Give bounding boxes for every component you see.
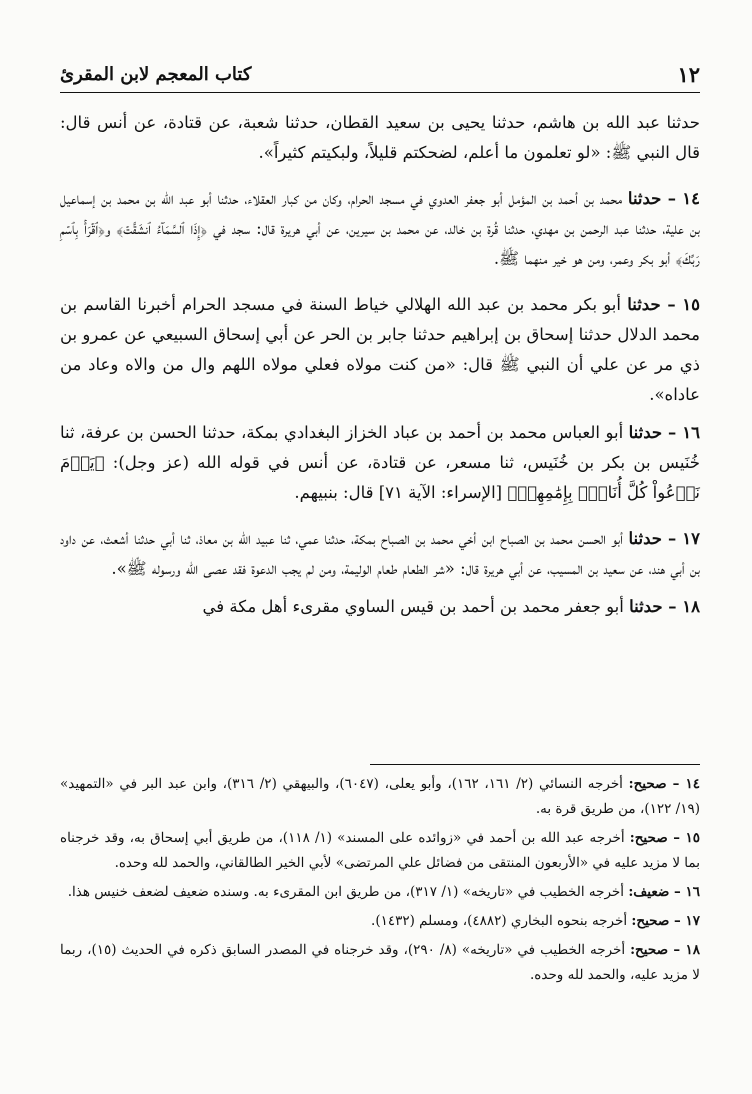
footnote-18 (60, 938, 700, 988)
hadith-18 (60, 592, 700, 622)
page-number: ١٢ (677, 62, 700, 87)
hadith-lead: ١٧ – حدثنا (628, 529, 700, 548)
footnote-text: أخرجه الخطيب في «تاريخه» (٨/ ٢٩٠)، وقد خرجناه في المصدر السابق ذكره في الحديث (١٥)، ربما لا مزيد عليه، والحمد لله وحده. (60, 942, 700, 983)
paragraph-continuation (60, 108, 700, 168)
main-text (60, 108, 700, 638)
footnote-text: أخرجه الخطيب في «تاريخه» (١/ ٣١٧)، من طريق ابن المقرىء به. وسنده ضعيف لضعف خنيس هذا. (67, 884, 629, 900)
hadith-17 (60, 524, 700, 584)
footnote-15 (60, 826, 700, 876)
footnote-grade: ١٨ – صحيح: (630, 942, 700, 958)
footnote-grade: ١٦ – ضعيف: (628, 884, 700, 900)
hadith-text: أبو بكر محمد بن عبد الله الهلالي خياط السنة في مسجد الحرام أخبرنا القاسم بن محمد الدلال حدثنا إسحاق بن إبراهيم حدثنا جابر بن الحر عن أبي إسحاق السبيعي عن عمرو بن ذي مر عن علي أن النبي ﷺ قال: «من كنت مولاه فعلي مولاه اللهم وال من والاه وعاد من عاداه». (60, 295, 700, 404)
hadith-lead: ١٤ – حدثنا (627, 189, 700, 208)
footnote-14 (60, 772, 700, 822)
hadith-14 (60, 184, 700, 274)
footnote-16 (60, 880, 700, 905)
footnote-text: أخرجه بنحوه البخاري (٤٨٨٢)، ومسلم (١٤٣٢). (371, 913, 632, 929)
hadith-16 (60, 418, 700, 508)
hadith-lead: ١٥ – حدثنا (627, 295, 701, 314)
footnote-grade: ١٤ – صحيح: (628, 776, 700, 792)
book-title: كتاب المعجم لابن المقرئ (60, 64, 252, 85)
footnote-17 (60, 909, 700, 934)
hadith-lead: ١٨ – حدثنا (629, 597, 700, 616)
hadith-text: أبو الحسن محمد بن الصباح ابن أخي محمد بن الصباح بمكة، حدثنا عمي، ثنا عبيد الله بن معاذ، ثنا أبي حدثنا أشعث، عن داود بن أبي هند، عن سعيد بن المسيب، عن أبي هريرة قال: «شر الطعام طعام الوليمة، ومن لم يجب الدعوة فقد عصى الله ورسوله ﷺ». (60, 529, 700, 578)
footnote-grade: ١٧ – صحيح: (631, 913, 700, 929)
footnote-text: أخرجه النسائي (٢/ ١٦١، ١٦٢)، وأبو يعلى، (٦٠٤٧)، والبيهقي (٢/ ٣١٦)، وابن عبد البر في «التمهيد» (١٩/ ١٢٢)، من طريق قرة به. (60, 776, 700, 817)
hadith-text: أبو جعفر محمد بن أحمد بن قيس الساوي مقرىء أهل مكة في (202, 597, 630, 616)
footnotes (60, 772, 700, 992)
hadith-text: محمد بن أحمد بن المؤمل أبو جعفر العدوي في مسجد الحرام، وكان من كبار العقلاء، حدثنا أبو عبد الله بن محمد بن إسماعيل بن علية، حدثنا عبد الرحمن بن مهدي، حدثنا قُرة بن خالد، عن محمد بن سيرين، عن أبي هريرة قال: سجد في ﴿إِذَا ٱلسَّمَآءُ ٱنشَقَّتۡ﴾ و﴿ٱقۡرَأۡ بِٱسۡمِ رَبِّكَ﴾ أبو بكر وعمر، ومن هو خير منهما ﷺ. (60, 189, 700, 268)
hadith-15 (60, 290, 700, 410)
running-header (60, 62, 700, 93)
footnote-text: أخرجه عبد الله بن أحمد في «زوائده على المسند» (١/ ١١٨)، من طريق أبي إسحاق به، وقد خرجناه بما لا مزيد عليه في «الأربعون المنتقى من فضائل علي المرتضى» لأبي الخير الطالقاني، والحمد لله وحده. (60, 830, 700, 871)
paragraph-text: حدثنا عبد الله بن هاشم، حدثنا يحيى بن سعيد القطان، حدثنا شعبة، عن قتادة، عن أنس قال: قال النبي ﷺ: «لو تعلمون ما أعلم، لضحكتم قليلاً، ولبكيتم كثيراً». (60, 113, 700, 162)
hadith-text: أبو العباس محمد بن أحمد بن عباد الخزاز البغدادي بمكة، حدثنا الحسن بن عرفة، ثنا خُنَيس بن بكر بن خُنَيس، ثنا مسعر، عن قتادة، عن أنس في قوله الله (عز وجل): ﴿يَوۡمَ نَدۡعُواْ كُلَّ أُنَاسِۭ بِإِمَٰمِهِمۡ﴾ [الإسراء: الآية ٧١] قال: بنبيهم. (60, 423, 700, 502)
footnote-divider (370, 764, 700, 765)
hadith-lead: ١٦ – حدثنا (628, 423, 700, 442)
footnote-grade: ١٥ – صحيح: (629, 830, 700, 846)
